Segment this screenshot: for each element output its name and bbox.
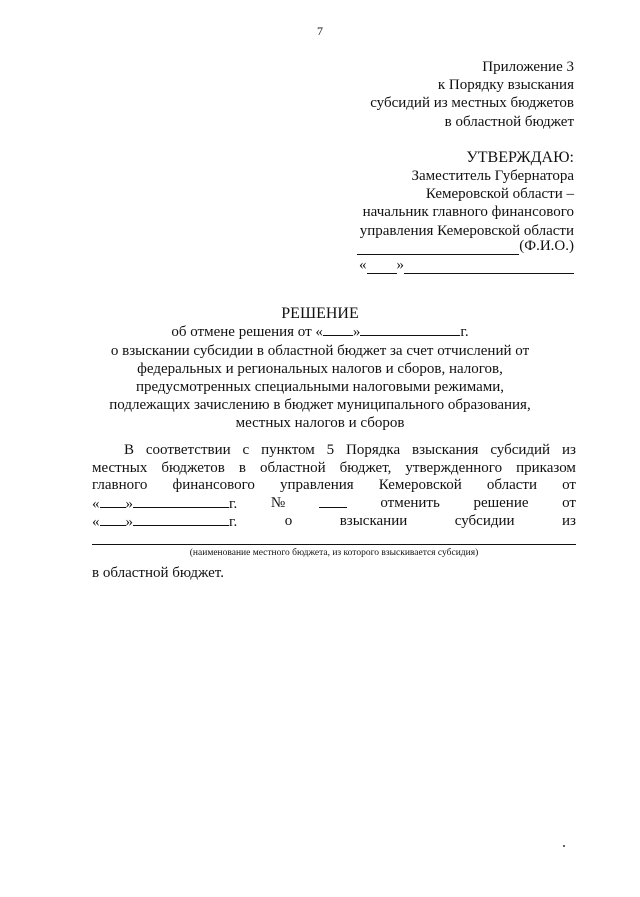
date-field	[92, 495, 237, 514]
word: от	[562, 494, 576, 511]
decision-title: РЕШЕНИЕ	[281, 305, 359, 322]
word: соответствии	[145, 442, 231, 458]
word: управления	[280, 477, 354, 494]
day-blank	[367, 259, 397, 274]
word: Порядка	[346, 442, 401, 458]
word: субсидии	[454, 513, 515, 530]
budget-name-caption: (наименование местного бюджета, из которого взыскивается субсидия)	[189, 548, 479, 558]
quote-close: »	[352, 324, 361, 340]
quote-close: »	[125, 495, 133, 512]
word: финансового	[172, 477, 255, 494]
quote-close: »	[396, 257, 404, 273]
word: В	[124, 442, 135, 458]
word: взыскании	[339, 513, 408, 530]
date-field	[92, 513, 237, 532]
approver-position: начальник главного финансового	[362, 204, 574, 221]
scan-speck	[563, 845, 565, 847]
budget-name-blank	[92, 544, 576, 545]
word: отменить	[380, 494, 440, 511]
day-blank	[323, 323, 353, 336]
decision-subtitle-line: подлежащих зачислению в бюджет муниципального образования,	[109, 397, 531, 413]
approve-title: УТВЕРЖДАЮ:	[466, 149, 574, 166]
body-row-1	[92, 442, 576, 460]
signature-line	[357, 237, 574, 255]
page-number: 7	[317, 24, 323, 38]
word: от	[562, 477, 576, 494]
approver-position: Кемеровской области –	[425, 186, 574, 203]
decision-subtitle-line: о взыскании субсидии в областной бюджет за счет отчислений от	[110, 343, 530, 359]
word: бюджет,	[339, 459, 392, 476]
appendix-header	[370, 58, 574, 131]
body-row-5	[92, 513, 576, 532]
approver-position: управления Кемеровской области	[359, 222, 574, 239]
decision-subtitle-line	[0, 323, 640, 341]
closing-text: в областной бюджет.	[92, 565, 224, 581]
word: из	[561, 442, 576, 458]
body-row-4	[92, 495, 576, 514]
word: решение	[473, 494, 529, 511]
approval-block	[360, 148, 574, 240]
appendix-line: субсидий из местных бюджетов	[370, 95, 574, 112]
fio-label: (Ф.И.О.)	[519, 238, 574, 254]
word: о	[284, 513, 293, 530]
word: утвержденного	[405, 459, 503, 476]
appendix-line: Приложение 3	[482, 59, 574, 75]
quote-open: «	[92, 495, 100, 512]
word: в	[238, 459, 246, 476]
word: Кемеровской	[378, 477, 462, 494]
number-sign: №	[270, 494, 286, 511]
decision-subtitle-line: местных налогов и сборов	[235, 415, 405, 431]
word: с	[242, 442, 250, 458]
signature-blank	[357, 240, 519, 255]
year-suffix: г.	[229, 514, 238, 531]
quote-open: «	[359, 257, 367, 273]
month-year-blank	[133, 513, 229, 526]
month-year-blank	[133, 495, 229, 508]
month-year-blank	[360, 323, 460, 336]
word: пунктом	[261, 442, 315, 458]
month-year-blank	[404, 259, 574, 274]
word: субсидий	[490, 442, 551, 458]
appendix-line: в областной бюджет	[444, 113, 574, 130]
word: из	[562, 513, 576, 530]
word: областной	[259, 459, 326, 476]
word: местных	[92, 459, 148, 476]
decision-subtitle-line: федеральных и региональных налогов и сборов, налогов,	[137, 361, 503, 377]
body-row-3	[92, 477, 576, 495]
approval-date-line	[359, 256, 574, 274]
body-row-2	[92, 460, 576, 478]
word: приказом	[516, 459, 576, 476]
quote-open: «	[92, 514, 100, 531]
year-suffix: г.	[460, 324, 469, 340]
decision-prefix: об отмене решения от «	[171, 324, 323, 340]
day-blank	[100, 495, 126, 508]
word: области	[486, 477, 537, 494]
word: 5	[326, 442, 335, 458]
decision-subtitle-line: предусмотренных специальными налоговыми режимами,	[135, 379, 505, 395]
year-suffix: г.	[229, 495, 238, 512]
word: взыскания	[412, 442, 479, 458]
word: главного	[92, 477, 148, 494]
word: бюджетов	[161, 459, 225, 476]
quote-close: »	[125, 514, 133, 531]
body-paragraph	[92, 442, 576, 532]
day-blank	[100, 513, 126, 526]
approver-position: Заместитель Губернатора	[411, 168, 574, 184]
number-blank	[319, 495, 347, 508]
appendix-line: к Порядку взыскания	[437, 77, 574, 94]
